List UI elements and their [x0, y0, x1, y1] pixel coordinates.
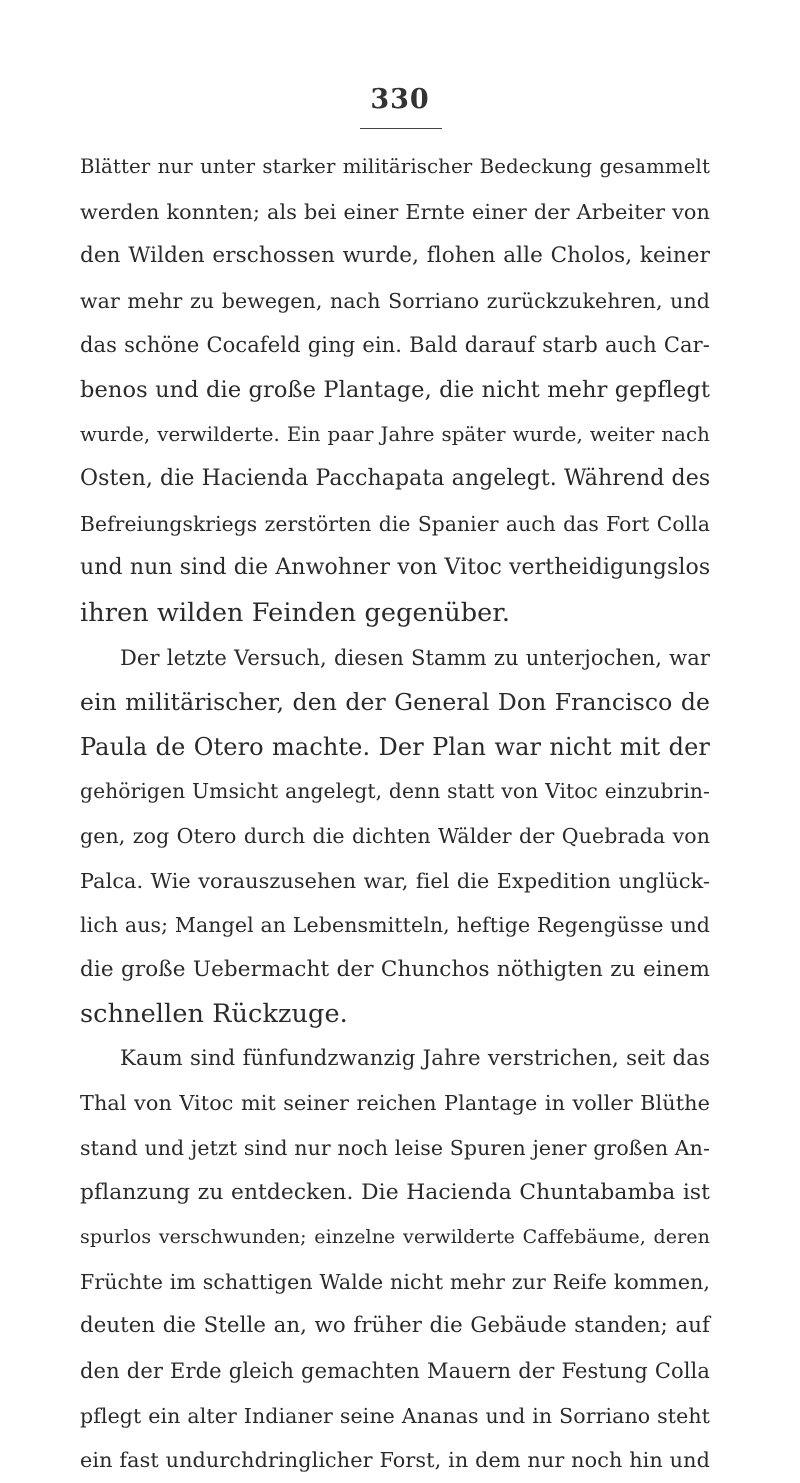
text-line: benos und die große Plantage, die nicht mehr gepflegt: [80, 376, 710, 403]
text-line: Palca. Wie vorauszusehen war, fiel die Expedition unglück-: [80, 868, 710, 893]
text-line: lich aus; Mangel an Lebensmitteln, heftige Regengüsse und: [80, 913, 710, 938]
text-line: pflanzung zu entdecken. Die Hacienda Chuntabamba ist: [80, 1179, 710, 1205]
text-line: spurlos verschwunden; einzelne verwilderte Caffebäume, deren: [80, 1226, 710, 1249]
page-number: 330: [370, 84, 430, 115]
text-line: werden konnten; als bei einer Ernte einer der Arbeiter von: [80, 199, 710, 224]
text-line: deuten die Stelle an, wo früher die Gebäude standen; auf: [80, 1313, 710, 1339]
text-line: wurde, verwilderte. Ein paar Jahre später wurde, weiter nach: [80, 422, 710, 446]
text-line: Osten, die Hacienda Pacchapata angelegt. Während des: [80, 466, 711, 492]
text-line: den Wilden erschossen wurde, flohen alle Cholos, keiner: [80, 243, 710, 269]
body-text: [80, 145, 710, 1483]
text-line: stand und jetzt sind nur noch leise Spuren jener großen An-: [80, 1136, 710, 1161]
text-line: gehörigen Umsicht angelegt, denn statt von Vitoc einzubrin-: [80, 779, 710, 804]
text-line: das schöne Cocafeld ging ein. Bald darauf starb auch Car-: [80, 333, 710, 358]
text-line: Früchte im schattigen Walde nicht mehr zur Reife kommen,: [80, 1269, 710, 1294]
text-line: Der letzte Versuch, diesen Stamm zu unterjochen, war: [120, 645, 710, 670]
text-line: ein fast undurchdringlicher Forst, in dem nur noch hin und: [80, 1448, 710, 1473]
text-line: pflegt ein alter Indianer seine Ananas und in Sorriano steht: [80, 1403, 710, 1428]
text-line: und nun sind die Anwohner von Vitoc vertheidigungslos: [80, 555, 711, 581]
text-line: den der Erde gleich gemachten Mauern der Festung Colla: [80, 1359, 710, 1384]
text-line: Paula de Otero machte. Der Plan war nicht mit der: [80, 732, 710, 761]
text-line: ihren wilden Feinden gegenüber.: [80, 597, 511, 628]
page-number-rule: [360, 128, 442, 129]
text-line: gen, zog Otero durch die dichten Wälder der Quebrada von: [80, 823, 710, 848]
text-line: die große Uebermacht der Chunchos nöthigten zu einem: [80, 956, 710, 982]
text-line: Befreiungskriegs zerstörten die Spanier auch das Fort Colla: [80, 511, 710, 536]
text-line: Thal von Vitoc mit seiner reichen Plantage in voller Blüthe: [80, 1091, 710, 1116]
text-line: Kaum sind fünfundzwanzig Jahre verstrichen, seit das: [120, 1045, 710, 1071]
text-line: war mehr zu bewegen, nach Sorriano zurückzukehren, und: [80, 288, 710, 313]
text-line: ein militärischer, den der General Don Francisco de: [80, 688, 710, 717]
text-line: Blätter nur unter starker militärischer Bedeckung gesammelt: [80, 155, 710, 178]
text-line: schnellen Rückzuge.: [80, 999, 348, 1030]
